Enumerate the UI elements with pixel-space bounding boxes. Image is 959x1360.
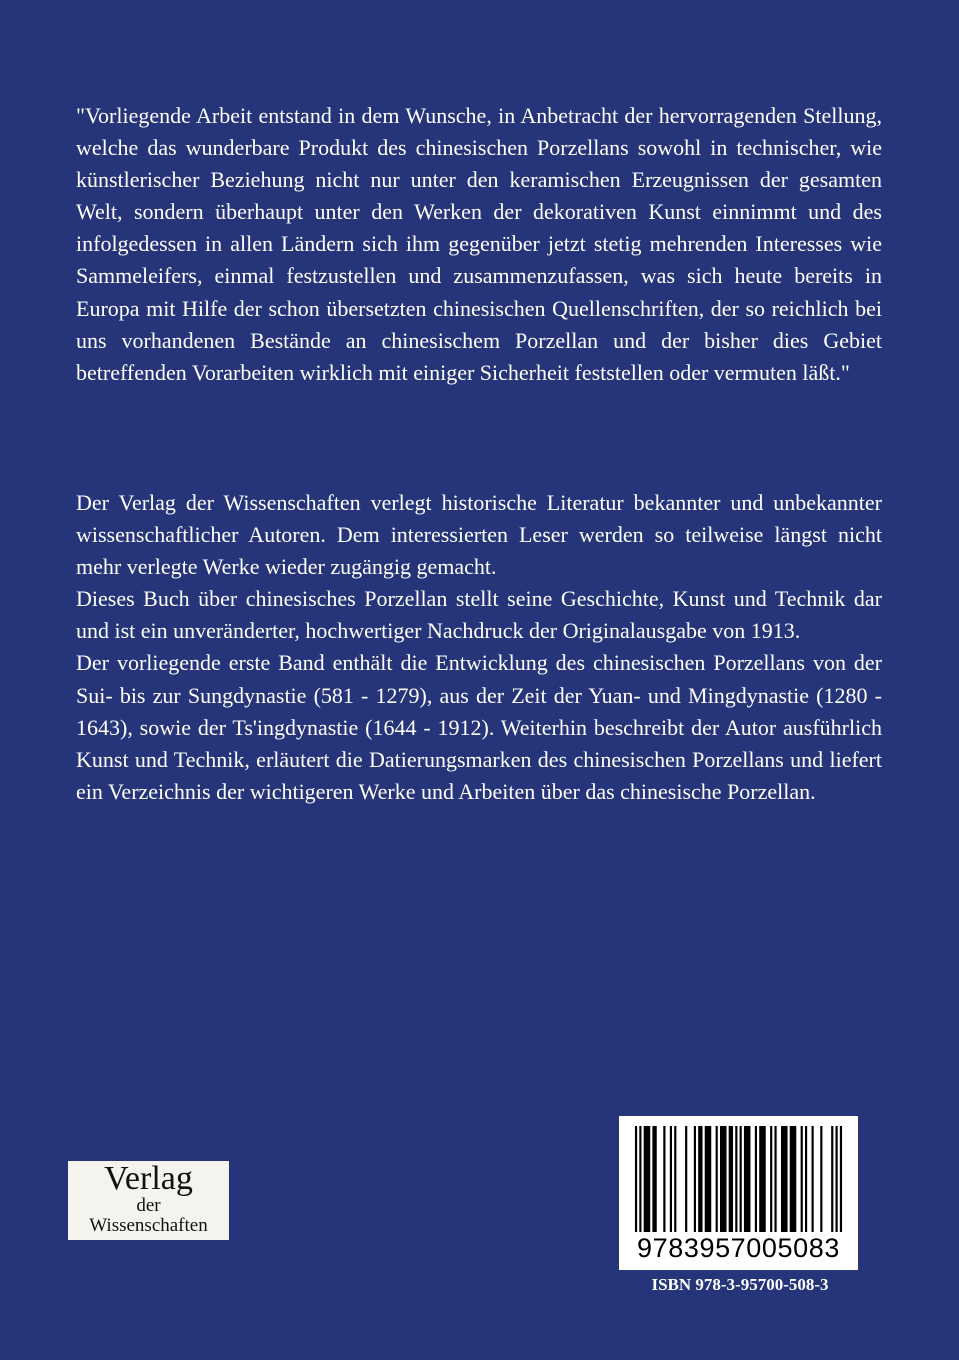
description-paragraph-1: Der Verlag der Wissenschaften verlegt historische Literatur bekannter und unbekannter wissenschaftlicher Autoren. Dem interessierten Leser werden so teilweise längst nicht mehr verlegte Werke wieder zugängig gemacht.: [76, 490, 882, 580]
barcode-bar: [831, 1126, 833, 1232]
description-paragraph-2: Dieses Buch über chinesisches Porzellan stellt seine Geschichte, Kunst und Technik dar und ist ein unveränderter, hochwertiger Nachdruck der Originalausgabe von 1913.: [76, 586, 882, 644]
back-cover-quote: [76, 100, 882, 389]
barcode-bar: [744, 1126, 751, 1232]
barcode-bar: [759, 1126, 766, 1232]
barcode-bar: [644, 1126, 651, 1232]
barcode-bar: [674, 1126, 676, 1232]
description-paragraph-3: Der vorliegende erste Band enthält die Entwicklung des chinesischen Porzellans von der Sui- bis zur Sungdynastie (581 - 1279), aus der Zeit der Yuan- und Mingdynastie (1280 - 1643), sowie der Ts'ingdynastie (1644 - 1912). Weiterhin beschreibt der Autor ausführlich Kunst und Technik, erläutert die Datierungsmarken des chinesischen Porzellans und liefert ein Verzeichnis der wichtigeren Werke und Arbeiten über das chinesische Porzellan.: [76, 650, 882, 804]
barcode-bar: [755, 1126, 757, 1232]
barcode-bar: [735, 1126, 737, 1232]
barcode-bar: [740, 1126, 742, 1232]
barcode: [619, 1116, 858, 1270]
barcode-bar: [812, 1126, 814, 1232]
barcode-bar: [840, 1126, 842, 1232]
publisher-logo: [68, 1161, 229, 1240]
barcode-bar: [729, 1126, 733, 1232]
publisher-logo-line-3: Wissenschaften: [89, 1215, 208, 1236]
barcode-bar: [805, 1126, 807, 1232]
barcode-bar: [790, 1126, 797, 1232]
barcode-bar: [781, 1126, 788, 1232]
publisher-logo-line-1: Verlag: [104, 1160, 193, 1197]
publisher-logo-line-2: der: [136, 1195, 161, 1216]
quote-text: "Vorliegende Arbeit entstand in dem Wunsche, in Anbetracht der hervorragenden Stellung, welche das wunderbare Produkt des chinesischen Porzellans sowohl in technischer, wie künstlerischer Beziehung nicht nur unter den keramischen Erzeugnissen der gesamten Welt, sondern überhaupt unter den Werken der dekorativen Kunst einnimmt und des infolgedessen in allen Ländern sich ihm gegenüber jetzt stetig mehrenden Interesses wie Sammeleifers, einmal festzustellen und zusammenzufassen, was sich heute bereits in Europa mit Hilfe der schon übersetzten chinesischen Quellenschriften, der so reichlich bei uns vorhandenen Bestände an chinesischem Porzellan und der bisher dies Gebiet betreffenden Vorarbeiten wirklich mit einiger Sicherheit feststellen oder vermuten läßt.": [76, 103, 882, 385]
barcode-digits: 9783957005083: [636, 1233, 840, 1263]
barcode-bar: [836, 1126, 838, 1232]
barcode-bar: [663, 1126, 665, 1232]
barcode-bar: [698, 1126, 702, 1232]
barcode-bar: [635, 1126, 637, 1232]
barcode-bar: [685, 1126, 687, 1232]
barcode-bar: [774, 1126, 776, 1232]
isbn-label: ISBN 978-3-95700-508-3: [651, 1275, 829, 1294]
barcode-bar: [639, 1126, 641, 1232]
barcode-bar: [770, 1126, 772, 1232]
barcode-bar: [820, 1126, 822, 1232]
barcode-bar: [652, 1126, 656, 1232]
barcode-bar: [801, 1126, 803, 1232]
barcode-bar: [716, 1126, 718, 1232]
barcode-bar: [694, 1126, 696, 1232]
barcode-bar: [720, 1126, 727, 1232]
barcode-bar: [705, 1126, 712, 1232]
barcode-bar: [670, 1126, 672, 1232]
back-cover-description: [76, 487, 882, 808]
